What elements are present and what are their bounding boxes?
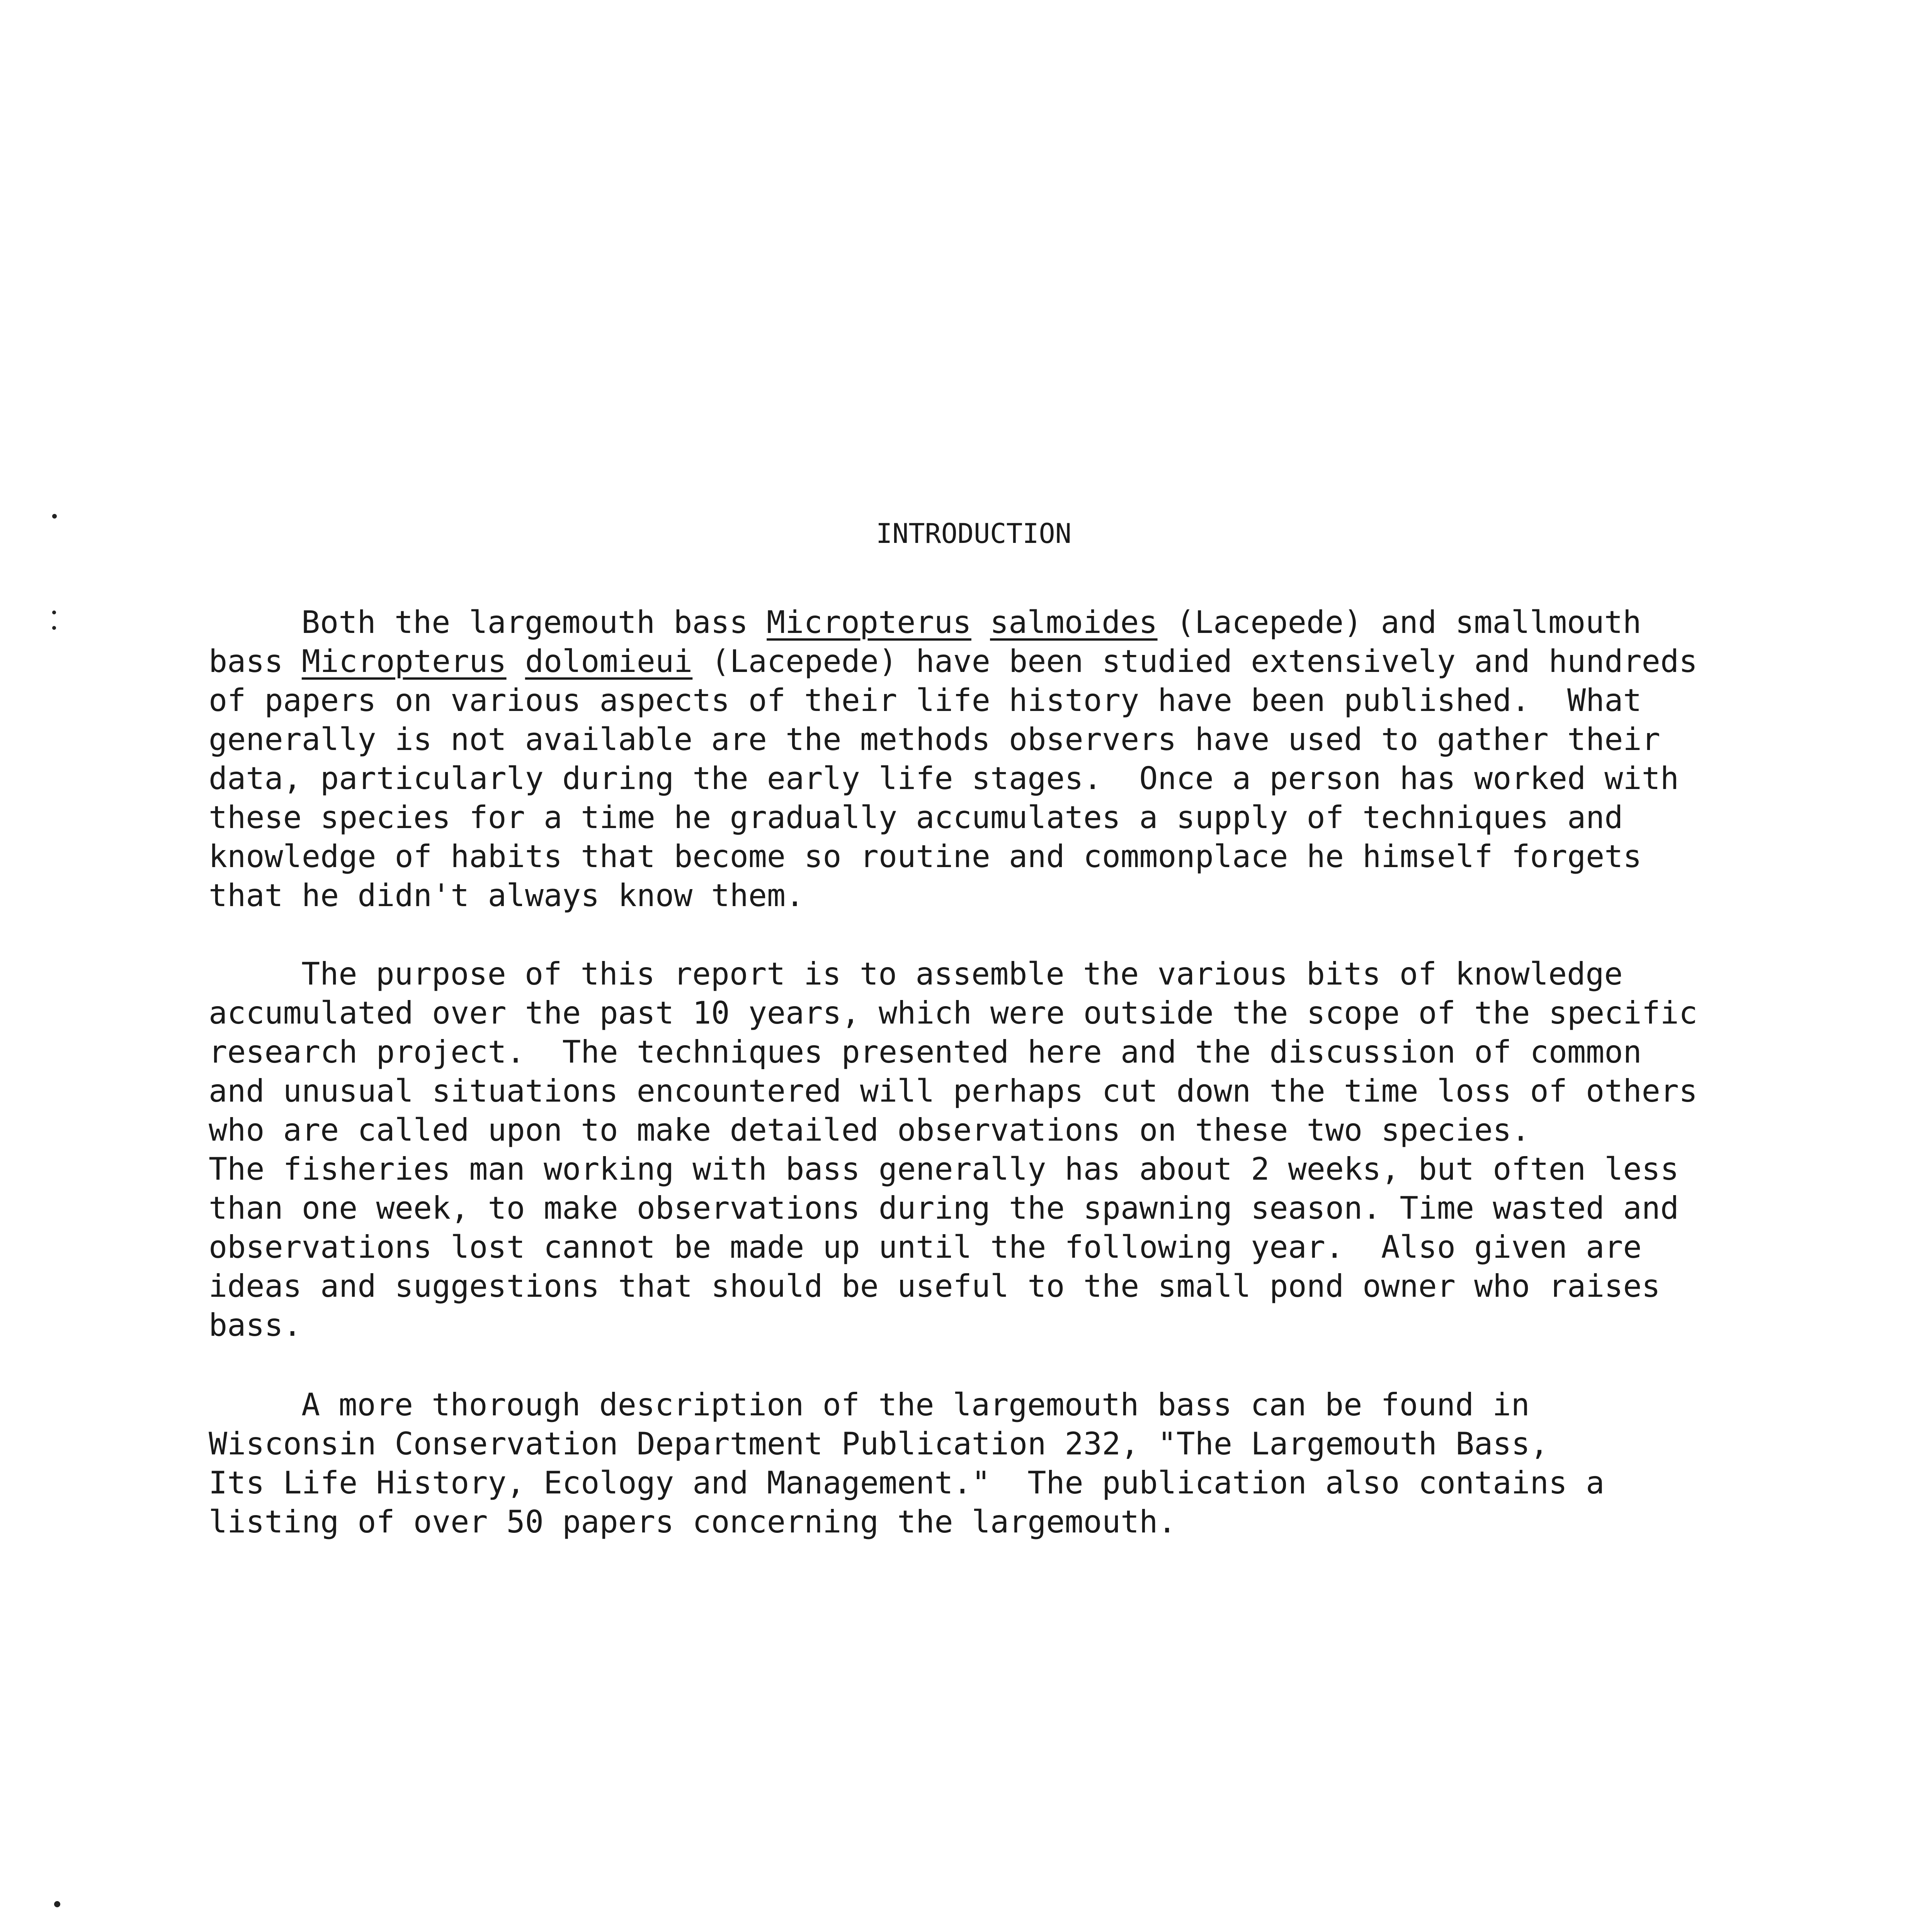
paragraph-3 (209, 1385, 1793, 1541)
text-segment: research project. The techniques presented here and the discussion of common (209, 1034, 1642, 1070)
text-line (209, 1306, 1793, 1345)
text-segment: that he didn't always know them. (209, 878, 804, 913)
text-segment: and unusual situations encountered will perhaps cut down the time loss of others (209, 1073, 1698, 1109)
text-line (209, 720, 1793, 759)
text-segment: knowledge of habits that become so routine and commonplace he himself forgets (209, 838, 1642, 874)
text-line (209, 681, 1793, 720)
species-name: dolomieui (525, 643, 693, 679)
text-line (209, 1267, 1793, 1306)
text-segment: (Lacepede) and smallmouth (1157, 604, 1641, 640)
text-segment: ideas and suggestions that should be useful to the small pond owner who raises (209, 1268, 1660, 1304)
text-line (209, 798, 1793, 837)
text-line (209, 993, 1793, 1032)
text-segment: The purpose of this report is to assemble the various bits of knowledge (301, 956, 1623, 992)
text-segment: Its Life History, Ecology and Management." The publication also contains a (209, 1465, 1605, 1501)
text-segment: Wisconsin Conservation Department Publication 232, "The Largemouth Bass, (209, 1426, 1549, 1462)
text-segment: data, particularly during the early life stages. Once a person has worked with (209, 760, 1679, 796)
page-title: INTRODUCTION (876, 518, 1071, 549)
text-line (209, 1463, 1793, 1502)
text-line (209, 1189, 1793, 1228)
text-segment: The fisheries man working with bass generally has about 2 weeks, but often less (209, 1151, 1679, 1187)
text-line (209, 1385, 1793, 1424)
text-line (209, 876, 1793, 915)
text-segment: bass (209, 643, 302, 679)
text-segment: observations lost cannot be made up until the following year. Also given are (209, 1229, 1642, 1265)
text-line (209, 1502, 1793, 1541)
text-segment: these species for a time he gradually accumulates a supply of techniques and (209, 799, 1623, 835)
scan-speck (52, 626, 56, 630)
text-line (209, 1071, 1793, 1111)
text-line (209, 1150, 1793, 1189)
paragraph-1 (209, 603, 1793, 915)
text-line (209, 642, 1793, 681)
text-segment: than one week, to make observations during the spawning season. Time wasted and (209, 1190, 1679, 1226)
species-name: Micropterus (301, 643, 507, 679)
text-segment: accumulated over the past 10 years, which were outside the scope of the specific (209, 995, 1698, 1031)
scan-speck (52, 514, 57, 519)
text-segment: generally is not available are the methods observers have used to gather their (209, 721, 1660, 757)
text-line (209, 759, 1793, 798)
text-segment: bass. (209, 1307, 302, 1343)
text-segment: who are called upon to make detailed observations on these two species. (209, 1112, 1530, 1148)
text-segment: of papers on various aspects of their life history have been published. What (209, 682, 1642, 718)
text-segment (971, 604, 990, 640)
species-name: Micropterus (767, 604, 971, 640)
species-name: salmoides (990, 604, 1158, 640)
scan-speck (52, 611, 56, 614)
text-segment: Both the largemouth bass (301, 604, 767, 640)
text-segment (507, 643, 525, 679)
text-line (209, 837, 1793, 876)
text-line (209, 1228, 1793, 1267)
text-line (209, 954, 1793, 993)
text-line (209, 1424, 1793, 1463)
scan-speck (54, 1901, 60, 1907)
text-segment: (Lacepede) have been studied extensively and hundreds (692, 643, 1698, 679)
text-segment: A more thorough description of the largemouth bass can be found in (301, 1387, 1530, 1423)
text-segment: listing of over 50 papers concerning the largemouth. (209, 1504, 1177, 1540)
text-line (209, 1111, 1793, 1150)
text-line (209, 603, 1793, 642)
text-line (209, 1032, 1793, 1071)
paragraph-2 (209, 954, 1793, 1345)
